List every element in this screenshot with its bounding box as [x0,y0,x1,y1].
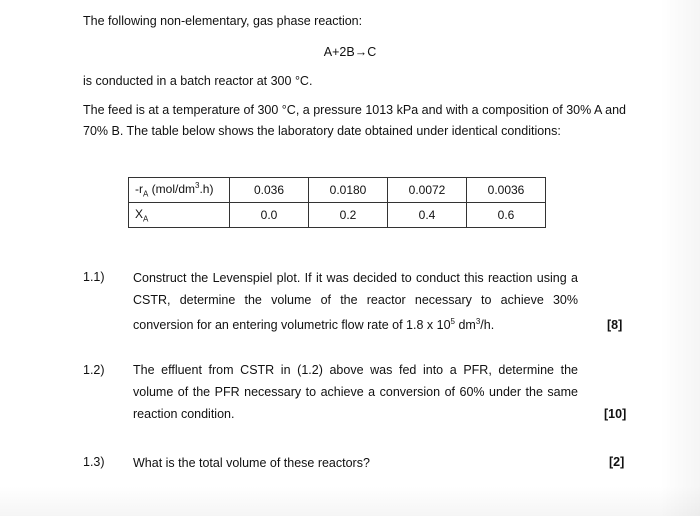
page-shadow-right [660,0,700,516]
question-text-end: /h. [480,318,495,333]
rate-value-cell: 0.0036 [467,178,546,203]
reaction-product: C [367,45,377,59]
rate-label-cell [129,178,230,203]
question-number: 1.1) [83,270,105,284]
intro-text: The following non-elementary, gas phase reaction: [83,14,363,28]
question-text-exponent: 5 [450,317,455,326]
table-row-rate [129,178,546,203]
lab-data-table [128,177,546,228]
conversion-value-cell: 0.0 [230,203,309,228]
question-text-unit-exponent: 3 [475,317,481,326]
rate-label-mid: (mol/dm [148,182,196,197]
table-row-conversion [129,203,546,228]
reaction-reactants: A+2B [323,45,355,59]
conversion-value-cell: 0.4 [388,203,467,228]
rate-label-sub: A [143,189,149,199]
rate-value-cell: 0.0180 [309,178,388,203]
conversion-value-cell: 0.6 [467,203,546,228]
page-shadow-bottom [0,486,700,516]
question-text-main: Construct the Levenspiel plot. If it was decided to conduct this reaction using a CSTR, determine the volume of the reactor necessary to achieve 30% conversion for an entering volumetric flow rate of 1.8 x 10 [133,271,578,333]
rate-value-cell: 0.0072 [388,178,467,203]
question-text [133,267,578,336]
question-marks: [8] [607,318,623,332]
conversion-label-sub: A [143,214,149,224]
rate-value-cell: 0.036 [230,178,309,203]
feed-paragraph: The feed is at a temperature of 300 °C, a pressure 1013 kPa and with a composition of 30% A and 70% B. The table below shows the laboratory date obtained under identical conditions: [83,103,626,138]
question-number: 1.3) [83,455,105,469]
question-marks: [10] [604,407,627,421]
question-text: The effluent from CSTR in (1.2) above was fed into a PFR, determine the volume of the PFR necessary to achieve a conversion of 60% under the same reaction condition. [133,363,578,421]
question-number: 1.2) [83,363,105,377]
rate-label-sup: 3 [195,181,200,191]
conversion-value-cell: 0.2 [309,203,388,228]
reaction-arrow: → [354,45,368,59]
conversion-label: X [135,206,144,221]
conversion-label-cell [129,203,230,228]
batch-reactor-text: is conducted in a batch reactor at 300 °C. [83,74,313,88]
question-text: What is the total volume of these reactors? [133,456,370,470]
reaction-equation [0,45,700,59]
rate-label-prefix: -r [135,182,143,197]
question-marks: [2] [609,455,625,469]
question-text-unit: dm [454,318,476,333]
rate-label-suffix: .h) [199,182,214,197]
